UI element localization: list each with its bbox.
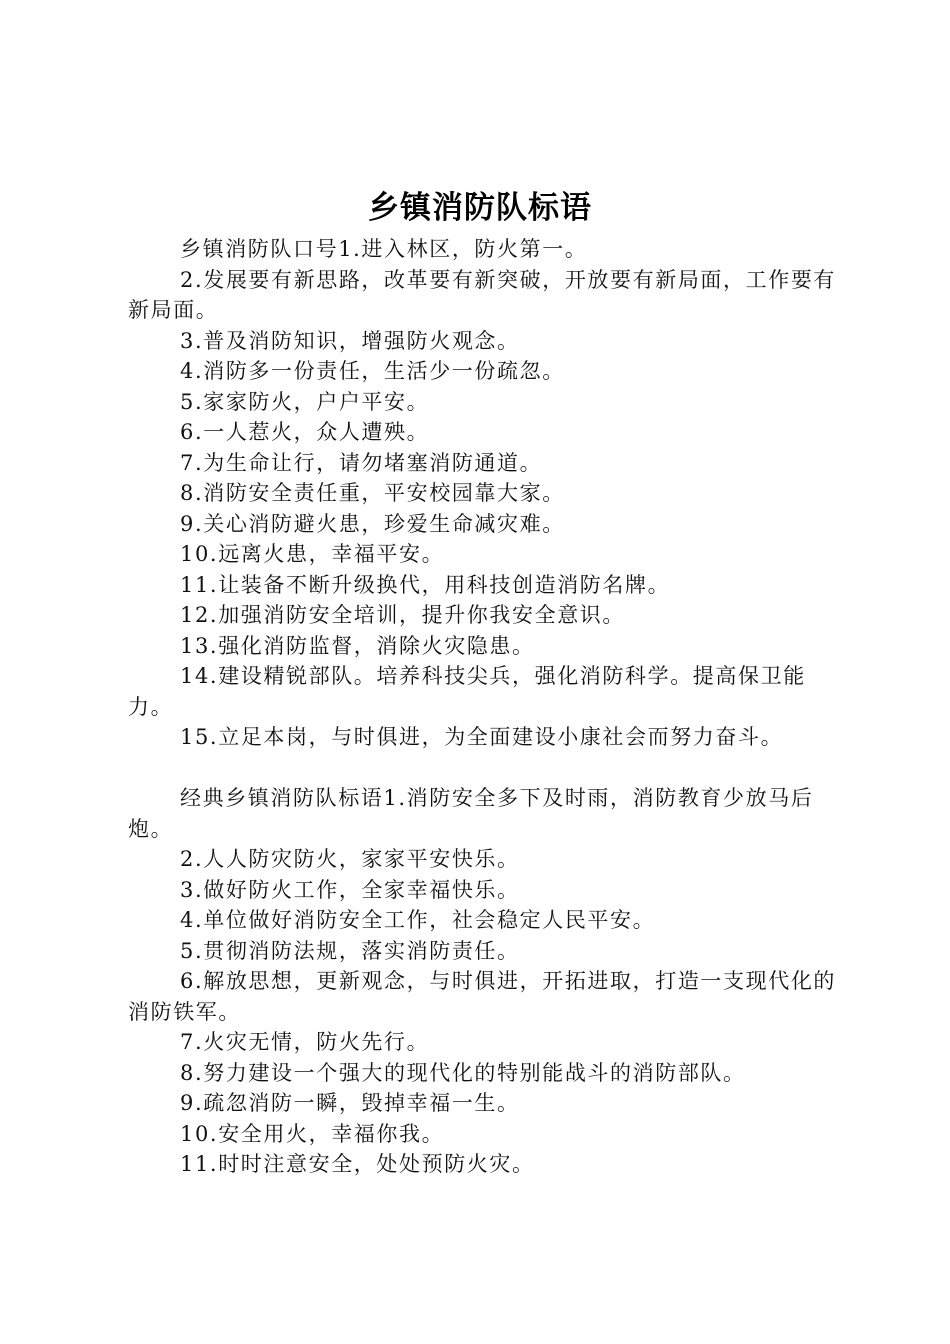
- paragraph: 4.消防多一份责任，生活少一份疏忽。: [180, 359, 565, 383]
- paragraph: 9.疏忽消防一瞬，毁掉幸福一生。: [180, 1091, 520, 1115]
- paragraph: 5.贯彻消防法规，落实消防责任。: [180, 938, 520, 963]
- document-body: [128, 234, 850, 1180]
- paragraph: 6.一人惹火，众人遭殃。: [180, 420, 430, 444]
- paragraph: 2.人人防灾防火，家家平安快乐。: [180, 847, 520, 871]
- paragraph: 6.解放思想，更新观念，与时俱进，开拓进取，打造一支现代化的消防铁军。: [128, 969, 837, 1024]
- paragraph: 乡镇消防队口号1.进入林区，防火第一。: [180, 237, 588, 261]
- paragraph: 2.发展要有新思路，改革要有新突破，开放要有新局面，工作要有新局面。: [128, 267, 837, 322]
- paragraph: 8.消防安全责任重，平安校园靠大家。: [180, 481, 565, 505]
- paragraph: 13.强化消防监督，消除火灾隐患。: [180, 633, 535, 658]
- paragraph: 8.努力建设一个强大的现代化的特别能战斗的消防部队。: [180, 1060, 746, 1085]
- paragraph: 3.普及消防知识，增强防火观念。: [180, 328, 520, 353]
- paragraph: 4.单位做好消防安全工作，社会稳定人民平安。: [180, 908, 656, 932]
- paragraph: 11.时时注意安全，处处预防火灾。: [180, 1152, 535, 1176]
- paragraph: 14.建设精锐部队。培养科技尖兵，强化消防科学。提高保卫能力。: [128, 664, 806, 719]
- paragraph: 15.立足本岗，与时俱进，为全面建设小康社会而努力奋斗。: [180, 725, 784, 749]
- paragraph: 11.让装备不断升级换代，用科技创造消防名牌。: [180, 572, 671, 597]
- paragraph: 7.火灾无情，防火先行。: [180, 1030, 430, 1054]
- section-classic-slogans: [128, 783, 850, 1180]
- paragraph: 经典乡镇消防队标语1.消防安全多下及时雨，消防教育少放马后炮。: [128, 786, 814, 841]
- paragraph: 7.为生命让行，请勿堵塞消防通道。: [180, 450, 543, 475]
- paragraph: 10.远离火患，幸福平安。: [180, 542, 445, 566]
- paragraph: 5.家家防火，户户平安。: [180, 389, 430, 414]
- paragraph-spacer: [128, 753, 850, 784]
- paragraph: 9.关心消防避火患，珍爱生命减灾难。: [180, 511, 565, 536]
- document-title: 乡镇消防队标语: [368, 190, 592, 226]
- paragraph: 12.加强消防安全培训，提升你我安全意识。: [180, 603, 625, 627]
- section-slogans: [128, 234, 850, 753]
- paragraph: 10.安全用火，幸福你我。: [180, 1121, 445, 1146]
- paragraph: 3.做好防火工作，全家幸福快乐。: [180, 877, 520, 902]
